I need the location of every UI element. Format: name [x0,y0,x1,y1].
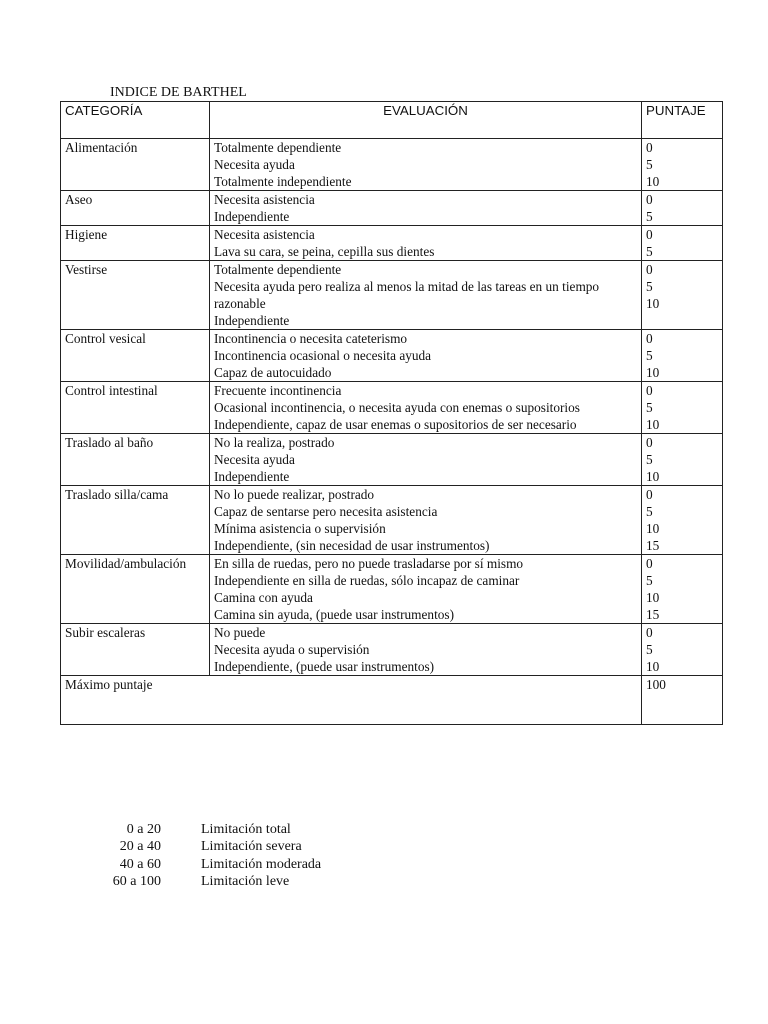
evaluation-option: Ocasional incontinencia, o necesita ayuda con enemas o supositorios [214,400,580,415]
table-row [61,191,723,226]
score-value: 0 [646,331,653,346]
legend-label: Limitación moderada [201,856,322,872]
score-value: 5 [646,244,653,259]
evaluation-option: Totalmente dependiente [214,262,342,277]
score-value: 5 [646,348,653,363]
score-value: 0 [646,487,653,502]
legend-range: 0 a 20 [126,822,161,837]
table-row [61,330,723,382]
evaluation-option: No la realiza, postrado [214,435,335,450]
score-value: 5 [646,452,653,467]
score-value: 5 [646,279,653,294]
score-cell [642,486,723,555]
evaluation-option: Necesita ayuda pero realiza al menos la mitad de las tareas en un tiempo razonable [214,279,603,311]
evaluation-option: No lo puede realizar, postrado [214,487,375,502]
evaluation-option: Totalmente independiente [214,174,352,189]
legend-range: 20 a 40 [119,839,161,855]
category-cell: Vestirse [61,261,210,330]
category-cell: Higiene [61,226,210,261]
score-value: 0 [646,435,653,450]
score-value: 15 [646,538,660,553]
table-row [61,486,723,555]
legend-range: 40 a 60 [119,856,161,872]
category-cell: Traslado silla/cama [61,486,210,555]
score-value: 10 [646,365,660,380]
max-score-row [61,676,723,725]
score-cell [642,624,723,676]
score-legend [100,821,321,890]
score-value: 10 [646,469,660,484]
table-row [61,139,723,191]
legend-label: Limitación total [201,822,291,837]
evaluation-cell [210,624,642,676]
evaluation-option: Capaz de sentarse pero necesita asistencia [214,504,438,519]
evaluation-option: Independiente en silla de ruedas, sólo incapaz de caminar [214,573,520,588]
score-cell [642,261,723,330]
score-value: 10 [646,590,660,605]
evaluation-cell [210,226,642,261]
score-value: 5 [646,642,653,657]
category-cell: Aseo [61,191,210,226]
score-cell [642,555,723,624]
evaluation-option: Incontinencia o necesita cateterismo [214,331,408,346]
evaluation-cell [210,139,642,191]
max-score-value: 100 [642,676,723,725]
score-value: 0 [646,556,653,571]
score-cell [642,382,723,434]
header-category: CATEGORÍA [61,102,210,139]
score-cell [642,434,723,486]
evaluation-option: Incontinencia ocasional o necesita ayuda [214,348,432,363]
evaluation-option: No puede [214,625,266,640]
evaluation-option: En silla de ruedas, pero no puede trasladarse por sí mismo [214,556,524,571]
score-cell [642,226,723,261]
evaluation-option: Necesita ayuda [214,157,295,172]
score-cell [642,191,723,226]
barthel-table [60,101,723,725]
evaluation-option: Lava su cara, se peina, cepilla sus dientes [214,244,435,259]
evaluation-option: Camina con ayuda [214,590,313,605]
header-score: PUNTAJE [642,102,723,139]
score-value: 5 [646,400,653,415]
evaluation-option: Necesita asistencia [214,192,315,207]
evaluation-option: Independiente, (sin necesidad de usar instrumentos) [214,538,490,553]
score-value: 10 [646,521,660,536]
category-cell: Movilidad/ambulación [61,555,210,624]
score-value: 0 [646,227,653,242]
evaluation-cell [210,555,642,624]
table-row [61,382,723,434]
score-value: 0 [646,625,653,640]
evaluation-option: Capaz de autocuidado [214,365,332,380]
table-body [61,139,723,676]
legend-range: 60 a 100 [112,873,161,889]
table-row [61,555,723,624]
score-cell [642,330,723,382]
score-value: 10 [646,174,660,189]
category-cell: Control vesical [61,330,210,382]
evaluation-cell [210,191,642,226]
evaluation-cell [210,486,642,555]
score-value: 5 [646,209,653,224]
score-value: 15 [646,607,660,622]
legend-row [100,873,321,890]
evaluation-option: Independiente [214,209,290,224]
legend-row [100,838,321,855]
evaluation-cell [210,434,642,486]
evaluation-option: Mínima asistencia o supervisión [214,521,386,536]
legend-label: Limitación leve [201,873,290,889]
evaluation-option: Frecuente incontinencia [214,383,342,398]
evaluation-option: Totalmente dependiente [214,140,342,155]
evaluation-option: Necesita ayuda o supervisión [214,642,370,657]
category-cell: Control intestinal [61,382,210,434]
score-value: 0 [646,262,653,277]
score-value: 10 [646,417,660,432]
score-value: 0 [646,140,653,155]
evaluation-option: Independiente, capaz de usar enemas o supositorios de ser necesario [214,417,577,432]
table-row [61,261,723,330]
evaluation-option: Independiente, (puede usar instrumentos) [214,659,435,674]
table-row [61,226,723,261]
evaluation-cell [210,330,642,382]
score-value: 10 [646,296,660,311]
score-value: 5 [646,504,653,519]
evaluation-option: Independiente [214,313,290,328]
category-cell: Alimentación [61,139,210,191]
table-header-row [61,102,723,139]
score-value: 5 [646,573,653,588]
table-row [61,624,723,676]
legend-row [100,856,321,873]
evaluation-option: Independiente [214,469,290,484]
document-title: INDICE DE BARTHEL [110,85,247,100]
table-row [61,434,723,486]
score-value: 5 [646,157,653,172]
category-cell: Subir escaleras [61,624,210,676]
legend-label: Limitación severa [201,839,302,855]
header-evaluation: EVALUACIÓN [210,102,642,139]
legend-row [100,821,321,838]
evaluation-cell [210,382,642,434]
evaluation-option: Necesita ayuda [214,452,295,467]
max-score-label: Máximo puntaje [61,676,642,725]
score-value: 0 [646,192,653,207]
score-value: 0 [646,383,653,398]
score-cell [642,139,723,191]
evaluation-option: Camina sin ayuda, (puede usar instrumentos) [214,607,455,622]
score-value: 10 [646,659,660,674]
evaluation-option: Necesita asistencia [214,227,315,242]
evaluation-cell [210,261,642,330]
category-cell: Traslado al baño [61,434,210,486]
